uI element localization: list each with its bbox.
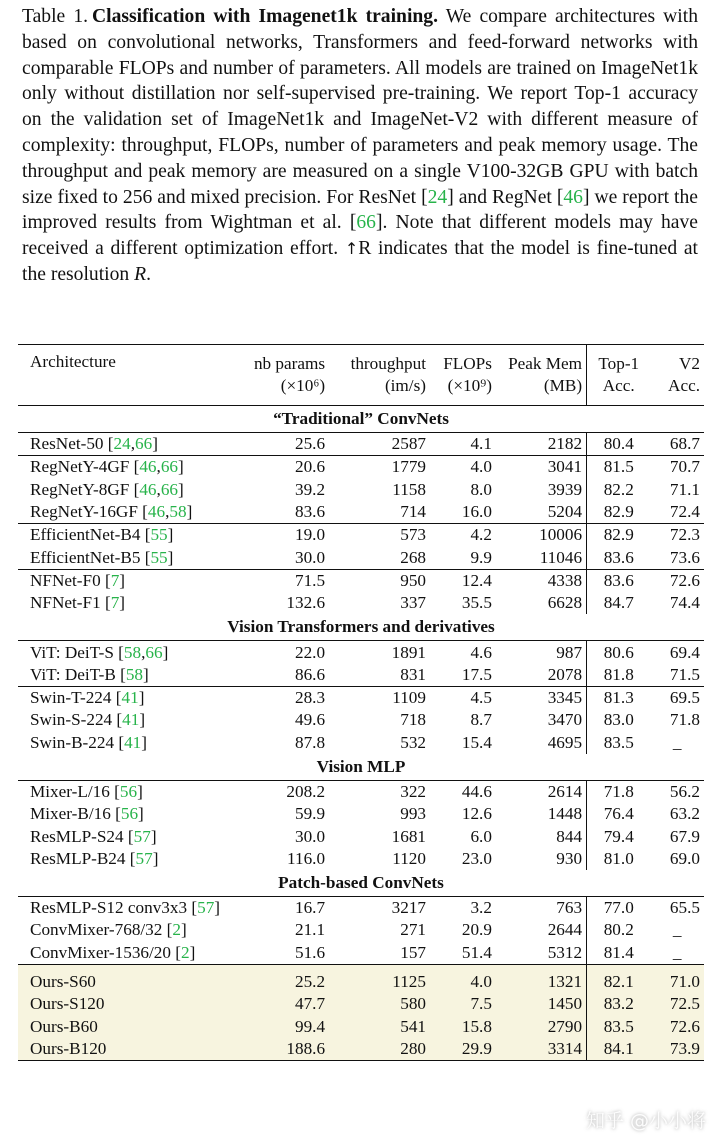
throughput-cell: 2587: [329, 433, 430, 456]
params-cell: 208.2: [238, 780, 329, 803]
section-title: Vision MLP: [316, 756, 406, 776]
flops-cell: 51.4: [461, 942, 492, 962]
table-row: [18, 524, 704, 547]
flops-cell: 35.5: [461, 593, 492, 613]
table-row: [18, 942, 704, 965]
citation-link[interactable]: 41: [124, 732, 142, 752]
architecture-name: RegNetY-8GF [46,66]: [30, 479, 184, 499]
flops-cell: 4.0: [430, 456, 496, 479]
throughput-cell: 718: [400, 710, 426, 730]
throughput-cell: 532: [400, 732, 426, 752]
architecture-name: NFNet-F1 [7]: [30, 593, 126, 613]
flops-cell: 3.2: [430, 897, 496, 920]
peak-mem-cell: 10006: [496, 524, 587, 547]
architecture-name: ResMLP-B24 [57]: [30, 848, 159, 868]
citation-link[interactable]: 56: [119, 782, 138, 801]
top1-cell: 81.4: [587, 942, 651, 965]
top1-cell: 82.9: [587, 524, 651, 547]
section-header: [18, 754, 704, 781]
throughput-cell: 157: [400, 942, 426, 962]
architecture-name: ResMLP-S24 [57]: [30, 826, 157, 846]
peak-mem-cell: 3314: [496, 1038, 587, 1061]
peak-mem-cell: 5204: [547, 502, 583, 522]
peak-mem-cell: 6628: [547, 593, 583, 613]
peak-mem-cell: 2790: [496, 1016, 587, 1038]
params-cell: 25.2: [238, 964, 329, 993]
peak-mem-cell: 763: [496, 897, 587, 920]
citation-link[interactable]: 46: [139, 479, 157, 499]
v2-cell: _: [672, 942, 682, 962]
peak-mem-cell: 930: [556, 848, 583, 868]
section-title: Patch-based ConvNets: [278, 873, 444, 893]
v2-cell: 73.9: [650, 1038, 704, 1061]
citation-link[interactable]: 66: [356, 212, 376, 234]
table-row: [18, 433, 704, 456]
architecture-name: Mixer-B/16 [56]: [30, 804, 144, 824]
peak-mem-cell: 1450: [496, 993, 587, 1015]
flops-cell: 4.1: [430, 433, 496, 456]
throughput-cell: 1681: [391, 826, 426, 846]
top1-cell: 79.4: [587, 825, 651, 847]
header-peak-mem: Peak Mem (MB): [496, 345, 587, 406]
top1-cell: 83.0: [587, 709, 651, 731]
citation-link[interactable]: 57: [133, 826, 151, 846]
table-row: [18, 641, 704, 664]
params-cell: 83.6: [294, 502, 326, 522]
citation-link[interactable]: 58: [125, 664, 144, 684]
v2-cell: 70.7: [650, 456, 704, 479]
v2-cell: 72.3: [650, 524, 704, 547]
throughput-cell: 831: [400, 664, 426, 684]
params-cell: 99.4: [238, 1016, 329, 1038]
top1-cell: 77.0: [587, 897, 651, 920]
architecture-name: ConvMixer-1536/20 [2]: [30, 942, 196, 962]
flops-cell: 20.9: [461, 920, 492, 940]
citation-link[interactable]: 46: [563, 186, 583, 208]
top1-cell: 80.4: [587, 433, 651, 456]
architecture-name: EfficientNet-B4 [55]: [18, 524, 238, 547]
table-row: [18, 964, 704, 993]
table-row: [18, 1016, 704, 1038]
v2-cell: 69.4: [650, 641, 704, 664]
v2-cell: 72.4: [669, 502, 700, 522]
flops-cell: 17.5: [461, 664, 492, 684]
top1-cell: 82.1: [587, 964, 651, 993]
throughput-cell: 1891: [329, 641, 430, 664]
table-row: [18, 897, 704, 920]
citation-link[interactable]: 55: [150, 525, 168, 545]
architecture-name: Ours-S60: [18, 964, 238, 993]
citation-link[interactable]: 66: [145, 642, 163, 662]
citation-link[interactable]: 46: [139, 457, 157, 477]
table-row: [18, 592, 704, 614]
architecture-name: Ours-B120: [18, 1038, 238, 1061]
throughput-cell: 337: [400, 593, 426, 613]
architecture-name: ConvMixer-768/32 [2]: [30, 920, 187, 940]
citation-link[interactable]: 41: [121, 688, 139, 708]
header-throughput: throughput (im/s): [329, 345, 430, 406]
watermark: 知乎 @小小将: [585, 1110, 706, 1132]
citation-link[interactable]: 58: [169, 502, 187, 522]
v2-cell: 73.6: [669, 547, 700, 567]
header-v2: V2 Acc.: [650, 345, 704, 406]
throughput-cell: 580: [329, 993, 430, 1015]
table-caption: Table 1. Classification with Imagenet1k training. We compare architectures with based on convolutional networks, Transformers and feed-forward networks with comparable FLOPs and number of parameters. All models are trained on ImageNet1k only without distillation nor self-supervised pre-training. We report Top-1 accuracy on the validation set of ImageNet1k and ImageNet-V2 with different measure of complexity: throughput, FLOPs, number of parameters and peak memory usage. The throughput and peak memory are measured on a single V100-32GB GPU with batch size fixed to 256 and mixed precision. For ResNet [24] and RegNet [46] we report the improved results from Wightman et al. [66]. Note that different models may have received a different optimization effort. ↑R indicates that the model is fine-tuned at the resolution R.: [22, 6, 698, 285]
citation-link[interactable]: 55: [150, 547, 168, 567]
top1-cell: 76.4: [587, 803, 651, 825]
section-header: [18, 870, 704, 897]
v2-cell: 68.7: [650, 433, 704, 456]
architecture-name: ResNet-50 [24,66]: [18, 433, 238, 456]
flops-cell: 16.0: [461, 502, 492, 522]
citation-link[interactable]: 46: [147, 502, 166, 522]
resolution-symbol: R: [134, 263, 147, 285]
v2-cell: _: [672, 732, 682, 752]
params-cell: 132.6: [286, 593, 326, 613]
params-cell: 188.6: [238, 1038, 329, 1061]
architecture-name: ViT: DeiT-B [58]: [30, 664, 149, 684]
table-row: [18, 732, 704, 754]
peak-mem-cell: 4338: [496, 569, 587, 592]
table-row: [18, 848, 704, 870]
peak-mem-cell: 2182: [496, 433, 587, 456]
architecture-name: Ours-S120: [18, 993, 238, 1015]
throughput-cell: 950: [329, 569, 430, 592]
peak-mem-cell: 1321: [496, 964, 587, 993]
v2-cell: 74.4: [669, 593, 700, 613]
flops-cell: 29.9: [430, 1038, 496, 1061]
params-cell: 16.7: [238, 897, 329, 920]
flops-cell: 12.4: [430, 569, 496, 592]
architecture-name: Swin-B-224 [41]: [30, 732, 147, 752]
flops-cell: 15.4: [461, 732, 492, 752]
v2-cell: 63.2: [669, 804, 700, 824]
citation-link[interactable]: 56: [120, 804, 139, 824]
top1-cell: 81.3: [587, 686, 651, 709]
header-top1: Top-1 Acc.: [587, 345, 651, 406]
table-row: [18, 1038, 704, 1061]
architecture-name: Mixer-L/16 [56]: [18, 780, 238, 803]
top1-cell: 71.8: [587, 780, 651, 803]
top1-cell: 80.2: [587, 919, 651, 941]
params-cell: 28.3: [238, 686, 329, 709]
throughput-cell: 1158: [392, 479, 426, 499]
citation-link[interactable]: 58: [123, 642, 142, 662]
v2-cell: _: [672, 920, 682, 940]
throughput-cell: 573: [329, 524, 430, 547]
top1-cell: 83.2: [587, 993, 651, 1015]
peak-mem-cell: 11046: [539, 547, 583, 567]
params-cell: 59.9: [294, 804, 326, 824]
section-title: Vision Transformers and derivatives: [227, 617, 495, 637]
table-row: [18, 686, 704, 709]
top1-cell: 83.5: [587, 1016, 651, 1038]
top1-cell: 84.7: [587, 592, 651, 614]
params-cell: 47.7: [238, 993, 329, 1015]
peak-mem-cell: 4695: [547, 732, 583, 752]
flops-cell: 9.9: [470, 547, 492, 567]
flops-cell: 44.6: [430, 780, 496, 803]
top1-cell: 81.5: [587, 456, 651, 479]
citation-link[interactable]: 57: [197, 898, 215, 918]
caption-label: Table 1.: [22, 6, 89, 27]
params-cell: 25.6: [238, 433, 329, 456]
flops-cell: 4.0: [430, 964, 496, 993]
up-arrow-icon: ↑: [344, 239, 359, 259]
params-cell: 22.0: [238, 641, 329, 664]
throughput-cell: 1779: [329, 456, 430, 479]
v2-cell: 72.5: [650, 993, 704, 1015]
citation-link[interactable]: 7: [110, 570, 120, 590]
flops-cell: 4.5: [430, 686, 496, 709]
v2-cell: 71.1: [669, 479, 700, 499]
results-table: [18, 344, 704, 1061]
flops-cell: 8.7: [470, 710, 492, 730]
throughput-cell: 280: [329, 1038, 430, 1061]
v2-cell: 69.5: [650, 686, 704, 709]
throughput-cell: 541: [329, 1016, 430, 1038]
peak-mem-cell: 3470: [547, 710, 583, 730]
peak-mem-cell: 2644: [547, 920, 583, 940]
flops-cell: 4.2: [430, 524, 496, 547]
v2-cell: 69.0: [669, 848, 700, 868]
v2-cell: 67.9: [669, 826, 700, 846]
params-cell: 51.6: [294, 942, 326, 962]
citation-link[interactable]: 2: [181, 942, 190, 962]
params-cell: 20.6: [238, 456, 329, 479]
header-flops: FLOPs (×10⁹): [430, 345, 496, 406]
top1-cell: 82.9: [587, 501, 651, 524]
citation-link[interactable]: 41: [122, 710, 140, 730]
throughput-cell: 1120: [392, 848, 426, 868]
table-row: [18, 709, 704, 731]
caption-text: We compare architectures with based on convolutional networks, Transformers and feed-forward networks with comparable FLOPs and number of parameters. All models are trained on ImageNet1k only without distillation nor self-supervised pre-training. We report Top-1 accuracy on the validation set of ImageNet1k and ImageNet-V2 with different measure of complexity: throughput, FLOPs, number of parameters and peak memory usage. The throughput and peak memory are measured on a single V100-32GB GPU with batch size fixed to 256 and mixed precision. For ResNet [: [22, 6, 698, 208]
flops-cell: 12.6: [461, 804, 492, 824]
v2-cell: 72.6: [650, 569, 704, 592]
section-header: [18, 614, 704, 641]
table-row: [18, 993, 704, 1015]
v2-cell: 71.5: [669, 664, 700, 684]
peak-mem-cell: 3939: [547, 479, 583, 499]
table-row: [18, 803, 704, 825]
architecture-name: Ours-B60: [18, 1016, 238, 1038]
params-cell: 49.6: [294, 710, 326, 730]
citation-link[interactable]: 66: [160, 479, 178, 499]
flops-cell: 23.0: [461, 848, 492, 868]
top1-cell: 83.6: [587, 546, 651, 569]
table-row: [18, 479, 704, 501]
v2-cell: 71.8: [669, 710, 700, 730]
throughput-cell: 714: [400, 502, 426, 522]
citation-link[interactable]: 2: [172, 920, 181, 940]
table-row: [18, 501, 704, 524]
peak-mem-cell: 987: [496, 641, 587, 664]
table-row: [18, 569, 704, 592]
flops-cell: 8.0: [470, 479, 492, 499]
flops-cell: 4.6: [430, 641, 496, 664]
throughput-cell: 1109: [329, 686, 430, 709]
top1-cell: 84.1: [587, 1038, 651, 1061]
throughput-cell: 993: [400, 804, 426, 824]
table-row: [18, 664, 704, 687]
citation-link[interactable]: 24: [427, 186, 448, 208]
v2-cell: 72.6: [650, 1016, 704, 1038]
params-cell: 87.8: [294, 732, 326, 752]
peak-mem-cell: 2078: [547, 664, 583, 684]
params-cell: 86.6: [294, 664, 326, 684]
citation-link[interactable]: 57: [135, 848, 153, 868]
citation-link[interactable]: 7: [110, 593, 120, 613]
v2-cell: 71.0: [650, 964, 704, 993]
top1-cell: 83.5: [587, 732, 651, 754]
table-row: [18, 825, 704, 847]
top1-cell: 81.0: [587, 848, 651, 870]
peak-mem-cell: 3345: [496, 686, 587, 709]
header-params: nb params (×10⁶): [238, 345, 329, 406]
citation-link[interactable]: 66: [135, 434, 153, 454]
throughput-cell: 3217: [329, 897, 430, 920]
params-cell: 71.5: [238, 569, 329, 592]
peak-mem-cell: 5312: [547, 942, 583, 962]
peak-mem-cell: 3041: [496, 456, 587, 479]
architecture-name: RegNetY-4GF [46,66]: [18, 456, 238, 479]
v2-cell: 65.5: [650, 897, 704, 920]
params-cell: 116.0: [287, 848, 326, 868]
citation-link[interactable]: 66: [160, 457, 178, 477]
header-architecture: Architecture: [18, 345, 238, 406]
params-cell: 30.0: [294, 826, 326, 846]
throughput-cell: 1125: [329, 964, 430, 993]
params-cell: 30.0: [294, 547, 326, 567]
top1-cell: 82.2: [587, 479, 651, 501]
table-row: [18, 919, 704, 941]
throughput-cell: 322: [329, 780, 430, 803]
section-header: [18, 406, 704, 433]
params-cell: 19.0: [238, 524, 329, 547]
flops-cell: 6.0: [470, 826, 492, 846]
throughput-cell: 271: [400, 920, 426, 940]
table-header: [18, 345, 704, 406]
table-row: [18, 780, 704, 803]
peak-mem-cell: 2614: [496, 780, 587, 803]
top1-cell: 83.6: [587, 569, 651, 592]
params-cell: 21.1: [294, 920, 326, 940]
architecture-name: Swin-S-224 [41]: [30, 710, 146, 730]
flops-cell: 15.8: [430, 1016, 496, 1038]
caption-title: Classification with Imagenet1k training.: [92, 6, 438, 27]
architecture-name: ViT: DeiT-S [58,66]: [18, 641, 238, 664]
flops-cell: 7.5: [430, 993, 496, 1015]
architecture-name: Swin-T-224 [41]: [18, 686, 238, 709]
architecture-name: NFNet-F0 [7]: [18, 569, 238, 592]
table-row: [18, 456, 704, 479]
section-title: “Traditional” ConvNets: [273, 409, 449, 428]
params-cell: 39.2: [294, 479, 326, 499]
top1-cell: 80.6: [587, 641, 651, 664]
top1-cell: 81.8: [587, 664, 651, 687]
architecture-name: ResMLP-S12 conv3x3 [57]: [18, 897, 238, 920]
architecture-name: EfficientNet-B5 [55]: [30, 547, 174, 567]
citation-link[interactable]: 24: [113, 434, 131, 454]
table-row: [18, 546, 704, 569]
v2-cell: 56.2: [650, 780, 704, 803]
peak-mem-cell: 1448: [547, 804, 583, 824]
architecture-name: RegNetY-16GF [46,58]: [30, 502, 193, 522]
peak-mem-cell: 844: [556, 826, 583, 846]
throughput-cell: 268: [400, 547, 426, 567]
